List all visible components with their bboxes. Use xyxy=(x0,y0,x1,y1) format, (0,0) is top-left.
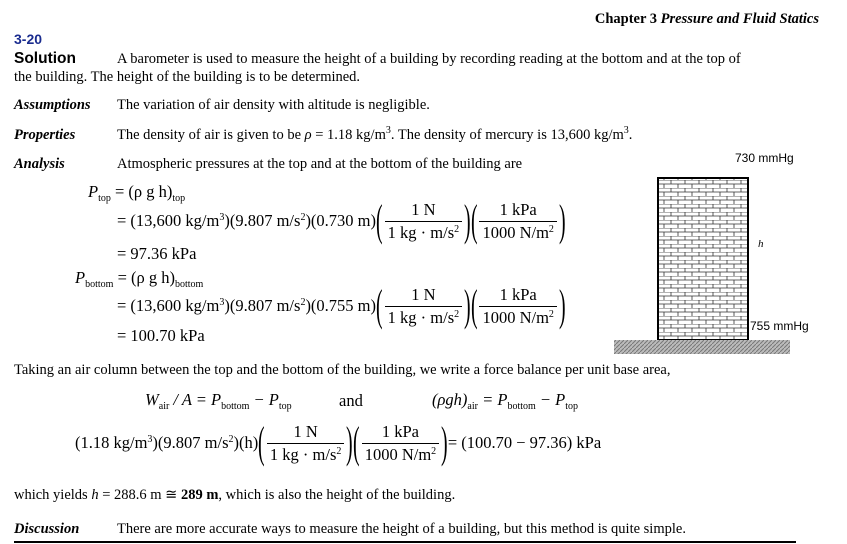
eq-bottom-line1: $P_{bottom} = (\rho$ g $h)_{bottom}$ xyxy=(75,268,204,290)
eq-bottom-line2: = (13,600 $kg/m^3)(9.807$ $m/s^2)(0.755$ m) ( $\frac{1 N}{1 kg \cdot m/s^2}$ ) ( $\frac{\text{1 kPa}}{1000 N/m^2}$ ) xyxy=(117,281,566,330)
top-reading-label: 730 mmHg xyxy=(735,151,794,165)
properties-label: Properties xyxy=(14,127,76,143)
ground-strip xyxy=(614,340,790,354)
properties-text: The density of air is given to be ρ = 1.18 $kg/m^3$. The density of mercury is 13,600 $kg/m^3$. xyxy=(117,125,633,143)
solution-label: Solution xyxy=(14,50,76,67)
building-body xyxy=(658,178,748,340)
yields-text: which yields h = 288.6 m ≅ 289 m, which is also the height of the building. xyxy=(14,487,456,503)
final-fraction-newton: $\frac{1 N}{1 kg \cdot m/s^2}$ xyxy=(267,422,344,465)
eq-bottom-result: = 100.70 kPa xyxy=(117,326,205,345)
eq-top-line1: $P_{top} = (\rho$ g $h)_{top}$ xyxy=(88,182,186,204)
balance-text: Taking an air column between the top and the bottom of the building, we write a force balance per unit base area, xyxy=(14,362,671,378)
eq-bottom-fraction-kpa: $\frac{\text{1 kPa}}{1000 N/m^2}$ xyxy=(479,285,556,328)
bottom-rule xyxy=(14,541,796,543)
eq-bottom-fraction-newton: $\frac{1 N}{1 kg \cdot m/s^2}$ xyxy=(385,285,462,328)
chapter-header xyxy=(595,11,819,28)
eq-top-fraction-kpa: $\frac{\text{1 kPa}}{1000 N/m^2}$ xyxy=(479,200,556,243)
analysis-text: Atmospheric pressures at the top and at the bottom of the building are xyxy=(117,156,523,172)
final-equation: (1.18 $kg/m^3)(9.807$ $m/s^2)(h)$ ( $\frac{1 N}{1 kg \cdot m/s^2}$ ) ( $\frac{\text{1 kPa}}{1000 N/m^2}$ ) = (100.70 − 97.36) kPa xyxy=(75,418,602,467)
discussion-text: There are more accurate ways to measure the height of a building, but this method is quite simple. xyxy=(117,521,686,537)
problem-number: 3-20 xyxy=(14,31,43,47)
balance-eq-weight: $W_{air} / A = P_{bottom} - P_{top}$ xyxy=(145,390,292,412)
analysis-label: Analysis xyxy=(14,156,65,172)
solution-text-line2: the building. The height of the building is to be determined. xyxy=(14,69,361,85)
eq-top-line2: = (13,600 $kg/m^3)(9.807$ $m/s^2)(0.730$ m) ( $\frac{1 N}{1 kg \cdot m/s^2}$ ) ( $\frac{\text{1 kPa}}{1000 N/m^2}$ ) xyxy=(117,196,566,245)
chapter-label: Chapter 3 xyxy=(594,11,658,27)
assumptions-text: The variation of air density with altitude is negligible. xyxy=(117,97,430,113)
bottom-reading-label: 755 mmHg xyxy=(750,319,809,333)
chapter-title: Pressure and Fluid Statics xyxy=(660,11,819,27)
height-symbol: h xyxy=(758,238,764,250)
solution-text-line1: A barometer is used to measure the height of a building by recording reading at the bottom and at the top of xyxy=(117,51,741,67)
eq-top-result: = 97.36 kPa xyxy=(117,244,197,263)
balance-and: and xyxy=(339,391,363,410)
assumptions-label: Assumptions xyxy=(14,97,91,113)
final-fraction-kpa: $\frac{\text{1 kPa}}{1000 N/m^2}$ xyxy=(362,422,439,465)
discussion-label: Discussion xyxy=(14,521,80,537)
balance-eq-rgh: $(\rho gh)_{air} = P_{bottom} - P_{top}$ xyxy=(432,390,579,412)
eq-top-fraction-newton: $\frac{1 N}{1 kg \cdot m/s^2}$ xyxy=(385,200,462,243)
